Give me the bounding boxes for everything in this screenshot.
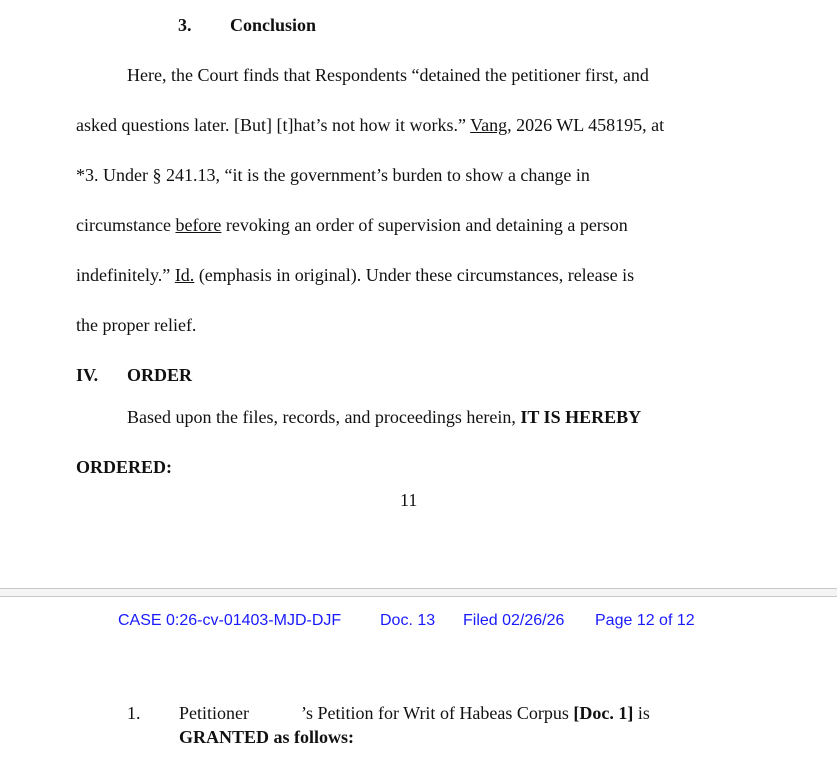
paragraph-line <box>76 264 634 286</box>
header-filed: Filed 02/26/26 <box>463 612 565 629</box>
citation: Id. <box>174 265 195 285</box>
paragraph-line: ORDERED: <box>76 457 173 477</box>
text: ’s Petition for Writ of Habeas Corpus <box>301 703 574 723</box>
list-item-text <box>179 726 354 748</box>
paragraph-line <box>76 114 664 136</box>
bold-text: IT IS HEREBY <box>520 407 642 427</box>
bold-text: GRANTED <box>179 727 270 747</box>
paragraph-line: Here, the Court finds that Respondents “detained the petitioner first, and <box>127 65 649 85</box>
text: Petitioner <box>179 703 249 723</box>
bold-text: as follows: <box>269 727 355 747</box>
bold-text: [Doc. 1] <box>573 703 634 723</box>
text: Based upon the files, records, and proceedings herein, <box>127 407 521 427</box>
list-item-text <box>179 702 650 724</box>
header-page: Page 12 of 12 <box>595 612 695 629</box>
paragraph-line: *3. Under § 241.13, “it is the government’s burden to show a change in <box>76 165 590 185</box>
section-number: IV. <box>76 365 99 385</box>
page-number: 11 <box>400 490 418 510</box>
text: circumstance <box>76 215 176 235</box>
page-divider <box>0 596 837 597</box>
list-number: 1. <box>127 703 141 723</box>
text: indefinitely.” <box>76 265 175 285</box>
heading-title: Conclusion <box>230 15 317 35</box>
page-gap <box>0 589 837 596</box>
heading-number: 3. <box>178 15 192 35</box>
paragraph-line <box>127 406 641 428</box>
emphasis: before <box>175 215 222 235</box>
text: asked questions later. [But] [t]hat’s not how it works.” <box>76 115 471 135</box>
paragraph-line <box>76 214 628 236</box>
citation: Vang <box>470 115 508 135</box>
header-case-number: CASE 0:26-cv-01403-MJD-DJF <box>118 612 342 629</box>
paragraph-line: the proper relief. <box>76 315 197 335</box>
text: revoking an order of supervision and detaining a person <box>221 215 628 235</box>
section-title: ORDER <box>127 365 193 385</box>
header-doc: Doc. 13 <box>380 612 436 629</box>
text: is <box>633 703 650 723</box>
text: (emphasis in original). Under these circumstances, release is <box>194 265 635 285</box>
text: , 2026 WL 458195, at <box>507 115 665 135</box>
